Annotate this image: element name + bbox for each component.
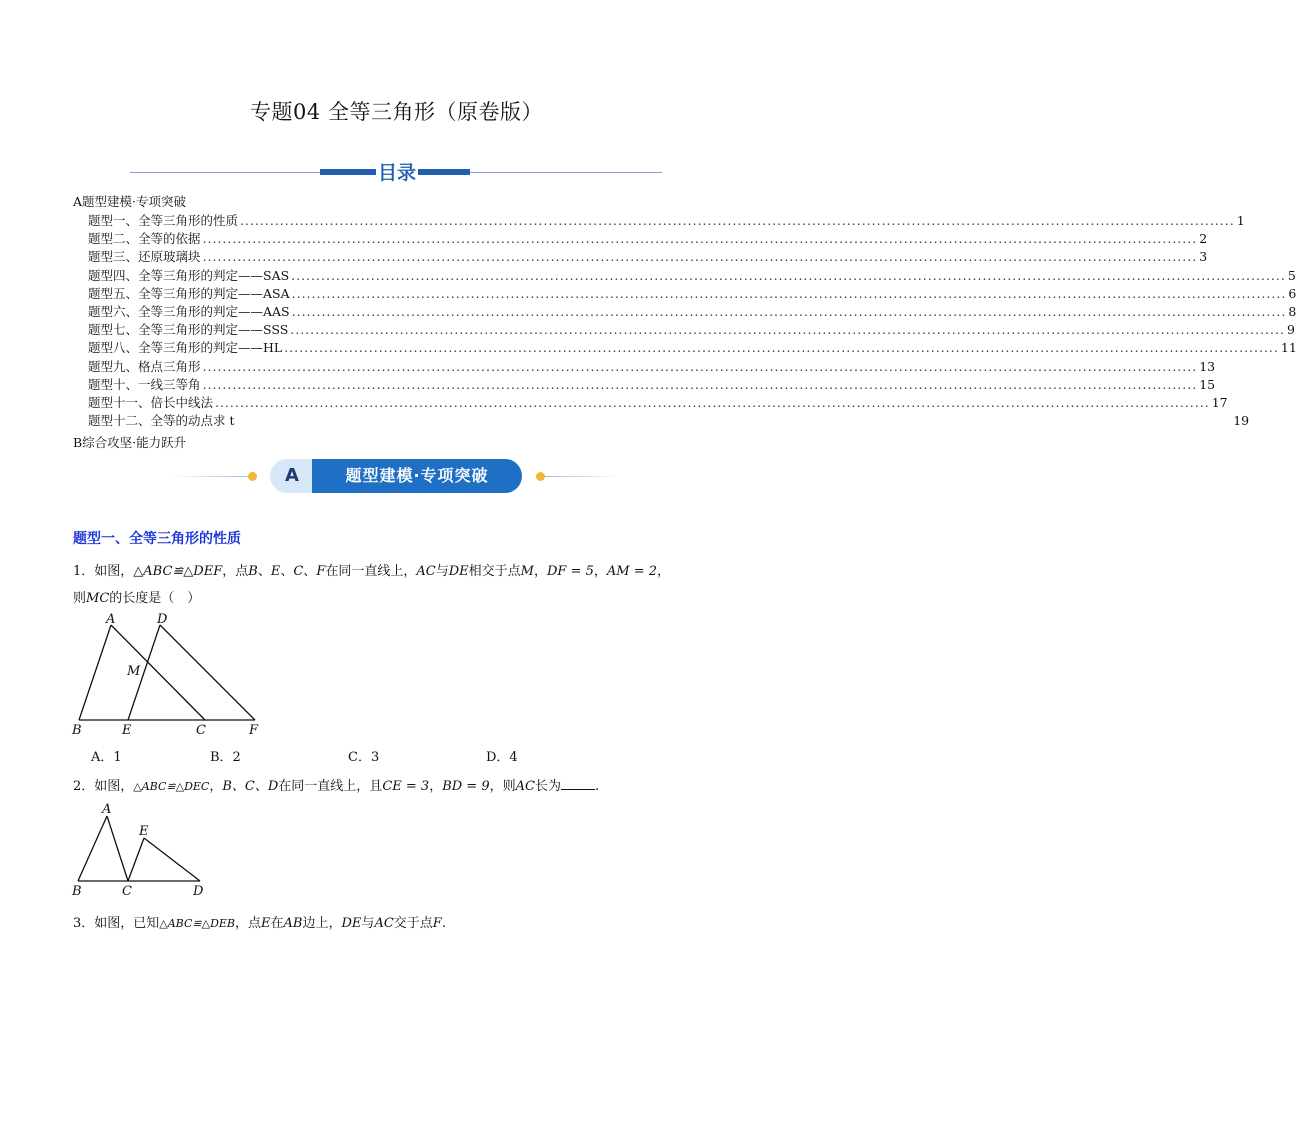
toc-item-page: 3 <box>1199 249 1208 265</box>
toc-item-page: 19 <box>1233 413 1250 429</box>
toc-item[interactable] <box>88 357 1216 375</box>
q3-text: 边上， <box>302 916 342 931</box>
toc-item-leader: ........................................................................................................................................................................................................ <box>291 285 1287 301</box>
section-a-banner <box>170 457 620 497</box>
q3-point-e: E <box>261 916 271 931</box>
q1-number: 1．如图， <box>73 564 134 579</box>
q2-text: 长为 <box>534 779 561 794</box>
q1-text: 与 <box>435 564 449 579</box>
toc-item[interactable] <box>88 229 1208 247</box>
toc-banner-right-line <box>470 172 662 173</box>
q3-period: . <box>441 916 446 931</box>
q2-number: 2．如图， <box>73 779 134 794</box>
fig2-side-ac <box>107 816 128 881</box>
toc-item-label: 题型四、全等三角形的判定——SAS <box>88 267 290 283</box>
q1-point-b: B <box>248 564 258 579</box>
q1-text: 则 <box>73 591 87 606</box>
q1-congruence: △ABC≌△DEF <box>133 564 223 579</box>
toc-item[interactable] <box>88 320 1295 338</box>
toc-item-page: 1 <box>1236 213 1245 228</box>
q2-bd: BD = 9 <box>442 779 490 794</box>
question-1-line2 <box>73 587 200 606</box>
fig1-side-ba <box>79 625 111 720</box>
fig1-label-b: B <box>72 723 82 738</box>
q3-point-f: F <box>432 916 442 931</box>
toc-banner-left-line <box>130 172 320 173</box>
fig1-label-c: C <box>196 723 206 738</box>
banner-right-dot <box>536 472 545 481</box>
q1-point-f: F <box>316 564 326 579</box>
q1-text: ，点 <box>222 564 249 579</box>
toc-item-leader: ........................................................................................................................................................................................................ <box>240 213 1235 228</box>
figure-q1 <box>68 610 268 740</box>
toc-item-page: 5 <box>1287 267 1296 283</box>
toc-heading: 目录 <box>377 162 416 184</box>
fig2-label-c: C <box>122 884 132 899</box>
q1-point-c: C <box>293 564 304 579</box>
q1-seg-mc: MC <box>86 591 110 606</box>
toc-item-leader: ........................................................................................................................................................................................................ <box>202 231 1198 247</box>
q3-text: 在 <box>270 916 284 931</box>
q1-option-d[interactable]: D．4 <box>486 750 518 765</box>
toc-item-page: 8 <box>1288 304 1297 319</box>
toc-item-page: 17 <box>1211 395 1228 410</box>
fig1-label-d: D <box>157 612 168 627</box>
q1-text: 相交于点 <box>468 564 521 579</box>
q2-sep: ， <box>429 779 443 794</box>
fig2-side-ba <box>78 816 107 881</box>
toc-item-label: 题型二、全等的依据 <box>88 231 201 247</box>
q1-am: AM = 2 <box>606 564 658 579</box>
toc-item-page: 6 <box>1288 285 1297 301</box>
q1-sep: ， <box>593 564 607 579</box>
fig1-label-m: M <box>127 664 141 679</box>
q2-seg-ac: AC <box>515 779 535 794</box>
fig2-side-ed <box>144 838 200 881</box>
figure-q2 <box>68 800 218 900</box>
toc-item-label: 题型六、全等三角形的判定——AAS <box>88 304 290 319</box>
q2-ce: CE = 3 <box>382 779 430 794</box>
toc-item-leader: ........................................................................................................................................................................................................ <box>202 358 1198 374</box>
q2-text: ，则 <box>489 779 516 794</box>
toc-item-label: 题型一、全等三角形的性质 <box>88 213 239 228</box>
toc-item-page: 11 <box>1280 340 1297 356</box>
toc-item-label: 题型九、格点三角形 <box>88 358 201 374</box>
q3-seg-de: DE <box>341 916 362 931</box>
fig1-label-e: E <box>122 723 132 738</box>
fig1-side-df <box>160 625 255 720</box>
toc-item[interactable] <box>88 338 1297 356</box>
toc-item-leader: ........................................................................................................................................................................................................ <box>290 322 1285 338</box>
toc-section-a[interactable]: A题型建模·专项突破 <box>73 194 187 209</box>
q1-seg-de: DE <box>448 564 469 579</box>
q2-congruence: △ABC≌△DEC <box>133 780 210 793</box>
q1-option-c[interactable]: C．3 <box>348 750 380 765</box>
q1-seg-ac: AC <box>416 564 436 579</box>
q1-sep: ， <box>533 564 547 579</box>
fig2-label-a: A <box>102 802 112 817</box>
q3-text: 与 <box>361 916 375 931</box>
toc-item-leader: ........................................................................................................................................................................................................ <box>202 249 1198 265</box>
banner-left-line <box>170 476 252 477</box>
toc-banner-left-bar <box>320 169 376 175</box>
toc-item[interactable] <box>88 375 1216 393</box>
section-heading-type1: 题型一、全等三角形的性质 <box>73 531 241 547</box>
fig1-label-a: A <box>106 612 116 627</box>
question-2 <box>73 775 599 794</box>
toc-item-leader: ........................................................................................................................................................................................................ <box>284 340 1279 356</box>
toc-item-label: 题型十、一线三等角 <box>88 376 201 392</box>
fig2-side-ce <box>128 838 144 881</box>
toc-item-leader: ........................................................................................................................................................................................................ <box>291 267 1286 283</box>
q2-points: B、C、D <box>222 779 279 794</box>
banner-left-dot <box>248 472 257 481</box>
toc-section-b[interactable]: B综合攻坚·能力跃升 <box>73 435 187 450</box>
q1-option-a[interactable]: A．1 <box>91 750 122 765</box>
page-title: 专题04 全等三角形（原卷版） <box>250 100 543 124</box>
q2-text: 在同一直线上，且 <box>278 779 383 794</box>
fig1-label-f: F <box>249 723 259 738</box>
toc-banner <box>130 158 662 186</box>
q1-point-e: E <box>270 564 281 579</box>
toc-banner-right-bar <box>418 169 470 175</box>
banner-label: 题型建模·专项突破 <box>345 466 489 485</box>
toc-item-label: 题型七、全等三角形的判定——SSS <box>88 322 289 338</box>
q1-option-b[interactable]: B．2 <box>210 750 241 765</box>
q3-text: ，点 <box>235 916 262 931</box>
q3-seg-ab: AB <box>283 916 303 931</box>
q1-point-m: M <box>520 564 534 579</box>
toc-item[interactable] <box>88 247 1208 265</box>
toc-item[interactable] <box>88 284 1297 302</box>
fig2-label-d: D <box>193 884 204 899</box>
toc-item-label: 题型八、全等三角形的判定——HL <box>88 340 283 356</box>
toc-item[interactable] <box>88 393 1228 411</box>
q1-df: DF = 5 <box>546 564 594 579</box>
q1-text: 在同一直线上， <box>325 564 417 579</box>
question-1-line1 <box>73 560 670 579</box>
toc-item-page: 2 <box>1199 231 1208 247</box>
q3-congruence: △ABC≌△DEB <box>159 917 235 930</box>
q3-number: 3．如图，已知 <box>73 916 160 931</box>
q1-sep: 、 <box>303 564 317 579</box>
toc-item[interactable] <box>88 211 1245 229</box>
toc-item-label: 题型十二、全等的动点求 t <box>88 413 235 429</box>
q3-seg-ac: AC <box>374 916 394 931</box>
toc-item[interactable] <box>88 302 1297 320</box>
q2-answer-blank[interactable] <box>561 777 595 790</box>
toc-item-leader: ........................................................................................................................................................................................................ <box>202 376 1198 392</box>
fig1-side-ac <box>111 625 205 720</box>
toc-item-page: 9 <box>1286 322 1295 338</box>
q2-sep: ， <box>209 779 223 794</box>
question-3 <box>73 912 446 931</box>
q2-period: . <box>594 779 600 794</box>
q1-sep: 、 <box>257 564 271 579</box>
q1-sep: ， <box>657 564 671 579</box>
q1-sep: 、 <box>280 564 294 579</box>
toc-item-leader: ........................................................................................................................................................................................................ <box>291 304 1287 319</box>
toc-item-page: 15 <box>1199 376 1216 392</box>
q1-text: 的长度是（ ） <box>109 591 201 606</box>
q3-text: 交于点 <box>393 916 433 931</box>
toc-item-leader: ........................................................................................................................................................................................................ <box>215 395 1210 410</box>
toc-item-label: 题型三、还原玻璃块 <box>88 249 201 265</box>
toc-item-label: 题型五、全等三角形的判定——ASA <box>88 285 290 301</box>
toc-item-label: 题型十一、倍长中线法 <box>88 395 214 410</box>
fig2-label-e: E <box>139 824 149 839</box>
toc-item[interactable] <box>88 411 1250 429</box>
toc-item[interactable] <box>88 266 1296 284</box>
banner-right-line <box>545 476 620 477</box>
toc-item-page: 13 <box>1199 358 1216 374</box>
fig2-label-b: B <box>72 884 82 899</box>
banner-letter: A <box>285 465 299 486</box>
